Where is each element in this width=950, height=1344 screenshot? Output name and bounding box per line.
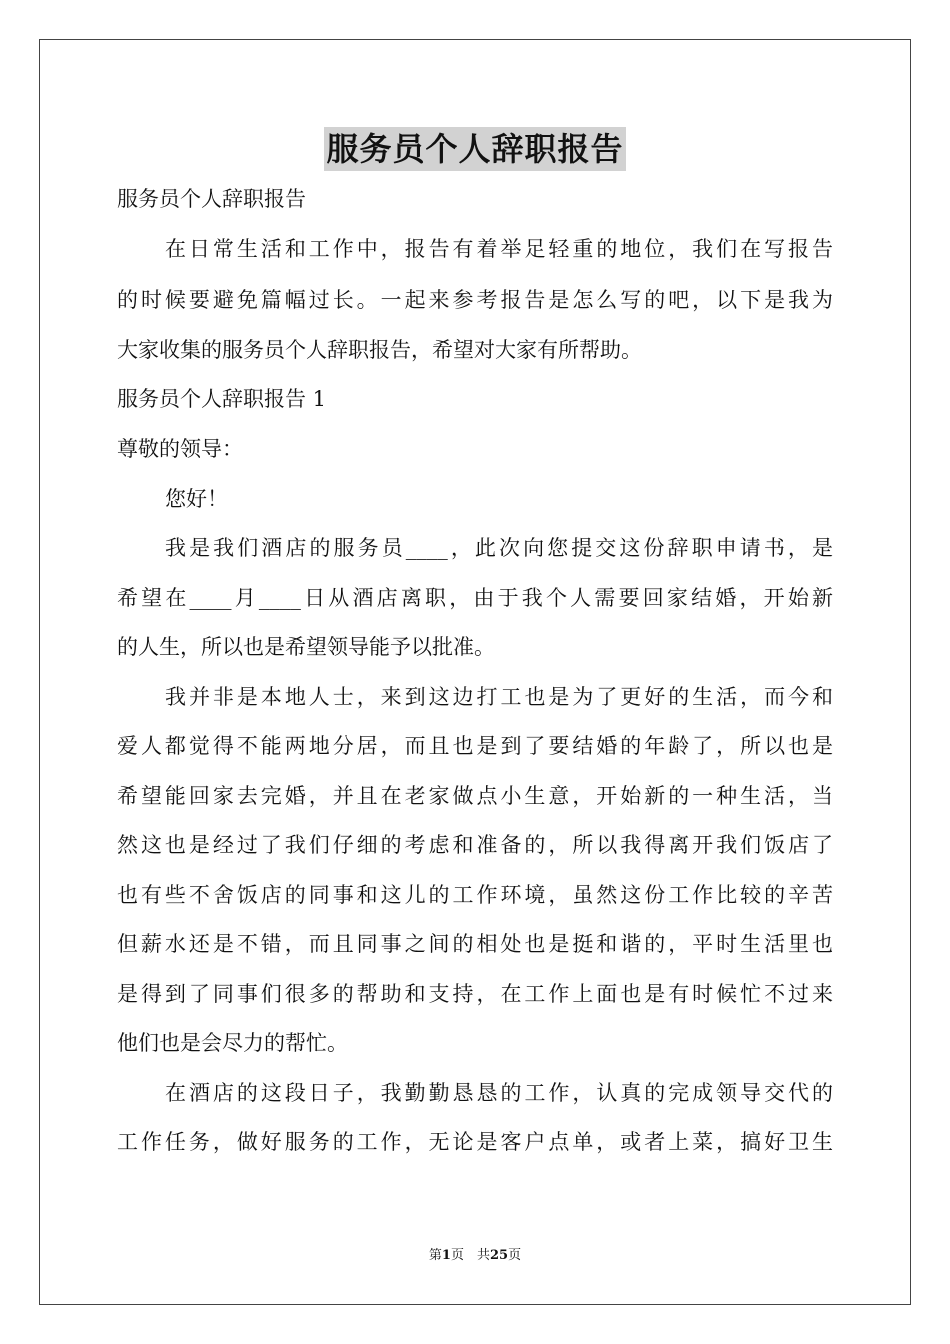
salutation: 尊敬的领导： [117, 437, 243, 461]
paragraph3-line-2: 工作任务，做好服务的工作，无论是客户点单，或者上菜，搞好卫生 [117, 1130, 833, 1154]
intro-line-3: 大家收集的服务员个人辞职报告，希望对大家有所帮助。 [117, 338, 642, 362]
paragraph2-line-4: 然这也是经过了我们仔细的考虑和准备的，所以我得离开我们饭店了 [117, 833, 833, 857]
paragraph1-line-3: 的人生，所以也是希望领导能予以批准。 [117, 635, 495, 659]
subtitle: 服务员个人辞职报告 [117, 187, 306, 211]
page-footer [0, 1247, 950, 1265]
footer-page-total: 25 [489, 1248, 509, 1263]
footer-page-mid: 页 共 [450, 1248, 490, 1263]
intro-line-1: 在日常生活和工作中，报告有着举足轻重的地位，我们在写报告 [165, 237, 833, 261]
paragraph2-line-7: 是得到了同事们很多的帮助和支持，在工作上面也是有时候忙不过来 [117, 982, 833, 1006]
paragraph3-line-1: 在酒店的这段日子，我勤勤恳恳的工作，认真的完成领导交代的 [165, 1081, 833, 1105]
paragraph2-line-6: 但薪水还是不错，而且同事之间的相处也是挺和谐的，平时生活里也 [117, 932, 833, 956]
title-container [0, 127, 950, 171]
footer-page-suffix: 页 [508, 1248, 522, 1263]
document-title: 服务员个人辞职报告 [324, 127, 625, 171]
greeting: 您好！ [165, 487, 228, 511]
footer-page-prefix: 第 [428, 1248, 442, 1263]
paragraph2-line-2: 爱人都觉得不能两地分居，而且也是到了要结婚的年龄了，所以也是 [117, 734, 833, 758]
page-border [39, 39, 911, 1305]
section-heading: 服务员个人辞职报告 1 [117, 387, 327, 411]
paragraph1-line-1: 我是我们酒店的服务员____，此次向您提交这份辞职申请书，是 [165, 536, 833, 560]
paragraph2-line-8: 他们也是会尽力的帮忙。 [117, 1031, 348, 1055]
footer-page-number: 1 [441, 1248, 451, 1263]
paragraph1-line-2: 希望在____月____日从酒店离职，由于我个人需要回家结婚，开始新 [117, 586, 833, 610]
paragraph2-line-5: 也有些不舍饭店的同事和这儿的工作环境，虽然这份工作比较的辛苦 [117, 883, 833, 907]
paragraph2-line-1: 我并非是本地人士，来到这边打工也是为了更好的生活，而今和 [165, 685, 833, 709]
intro-line-2: 的时候要避免篇幅过长。一起来参考报告是怎么写的吧，以下是我为 [117, 288, 833, 312]
paragraph2-line-3: 希望能回家去完婚，并且在老家做点小生意，开始新的一种生活，当 [117, 784, 833, 808]
